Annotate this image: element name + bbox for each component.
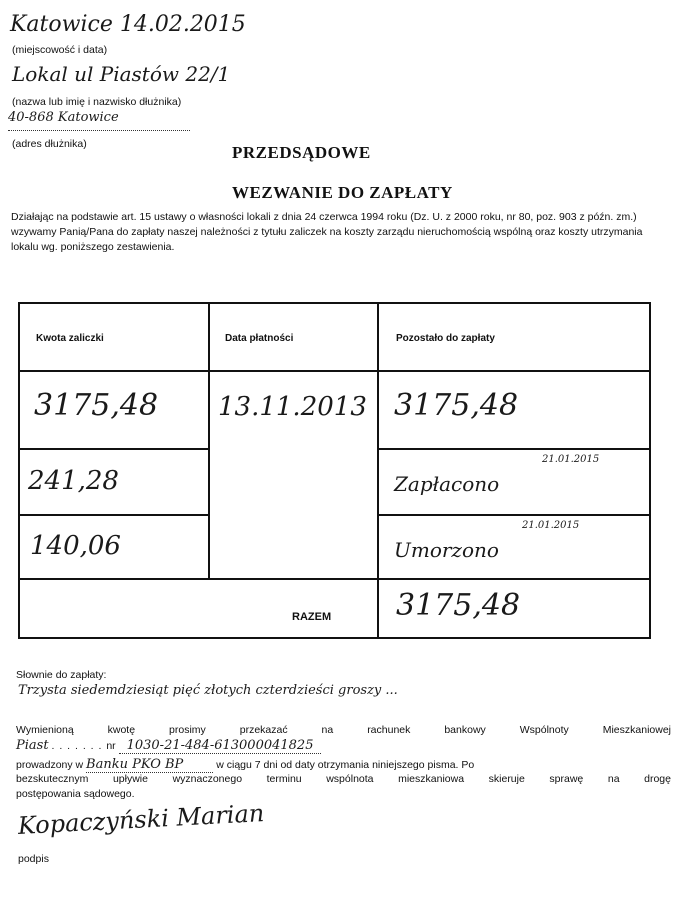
- table-border-left: [18, 302, 20, 639]
- title-line-2: WEZWANIE DO ZAPŁATY: [232, 183, 453, 202]
- debtor-address-label: (adres dłużnika): [12, 138, 87, 150]
- total-label: RAZEM: [292, 611, 332, 623]
- table-header-amount: Kwota zaliczki: [36, 333, 104, 344]
- table-row-divider-2b: [377, 514, 651, 516]
- place-date-label: (miejscowość i data): [12, 44, 108, 56]
- words-value: Trzysta siedemdziesiąt pięć złotych czterdzieści groszy ...: [18, 683, 398, 698]
- bank-name: Banku PKO BP: [86, 757, 213, 773]
- table-header-divider: [18, 370, 651, 372]
- table-border-bottom: [18, 637, 651, 639]
- row-2-amount: 241,28: [28, 466, 119, 496]
- row-2-remaining: Zapłacono: [394, 472, 500, 496]
- bank-suffix: w ciągu 7 dni od daty otrzymania niniejszego pisma. Po: [216, 759, 475, 771]
- table-row-divider-1a: [18, 448, 208, 450]
- row-3-remaining: Umorzono: [394, 538, 499, 562]
- table-col-divider-2: [377, 302, 379, 639]
- table-col-divider-1: [208, 302, 210, 580]
- signature: Kopaczyński Marian: [17, 799, 265, 840]
- place-date-value: Katowice 14.02.2015: [10, 12, 246, 37]
- table-border-right: [649, 302, 651, 639]
- table-header-remaining: Pozostało do zapłaty: [396, 333, 495, 344]
- words-label: Słownie do zapłaty:: [16, 669, 107, 681]
- payment-line-5: postępowania sądowego.: [16, 788, 135, 800]
- payment-line-1: Wymienioną kwotę prosimy przekazać na rachunek bankowy Wspólnoty Mieszkaniowej: [16, 724, 671, 736]
- row-3-stamp: 21.01.2015: [522, 520, 580, 531]
- row-2-stamp: 21.01.2015: [542, 454, 600, 465]
- intro-paragraph: Działając na podstawie art. 15 ustawy o własności lokali z dnia 24 czerwca 1994 roku (Dz. U. z 2000 roku, nr 80, poz. 903 z późn. zm.) wzywamy Panią/Pana do zapłaty naszej należności z tytułu zaliczek na koszty zarządu nieruchomością wspólną oraz koszty utrzymania lokalu wg. poniższego zestawienia.: [11, 211, 643, 253]
- table-row-divider-1b: [377, 448, 651, 450]
- account-number: 1030-21-484-613000041825: [119, 738, 322, 754]
- table-border-top: [18, 302, 651, 304]
- payment-table: [18, 302, 651, 639]
- row-1-due-date: 13.11.2013: [218, 392, 367, 422]
- total-value: 3175,48: [396, 588, 521, 623]
- dots-1: . . . . . . .: [51, 740, 107, 752]
- bank-prefix: prowadzony w: [16, 759, 84, 771]
- table-header-due-date: Data płatności: [225, 333, 294, 344]
- payment-line-4: bezskutecznym upływie wyznaczonego terminu wspólnota mieszkaniowa skieruje sprawę na drogę: [16, 773, 671, 785]
- debtor-name-label: (nazwa lub imię i nazwisko dłużnika): [12, 96, 182, 108]
- payment-line-3: [16, 757, 671, 773]
- row-1-amount: 3175,48: [34, 388, 159, 423]
- title-line-1: PRZEDSĄDOWE: [232, 143, 371, 162]
- row-3-amount: 140,06: [30, 531, 121, 561]
- table-row-divider-3: [18, 578, 651, 580]
- payment-line-2: [16, 738, 671, 756]
- row-1-remaining: 3175,48: [394, 388, 519, 423]
- debtor-address-line: [8, 108, 190, 131]
- account-nr-label: nr: [106, 740, 116, 752]
- debtor-name-value: Lokal ul Piastów 22/1: [12, 62, 231, 86]
- signature-label: podpis: [18, 853, 49, 865]
- debtor-address-value: 40-868 Katowice: [8, 110, 119, 125]
- community-name: Piast: [16, 738, 49, 753]
- table-row-divider-2a: [18, 514, 208, 516]
